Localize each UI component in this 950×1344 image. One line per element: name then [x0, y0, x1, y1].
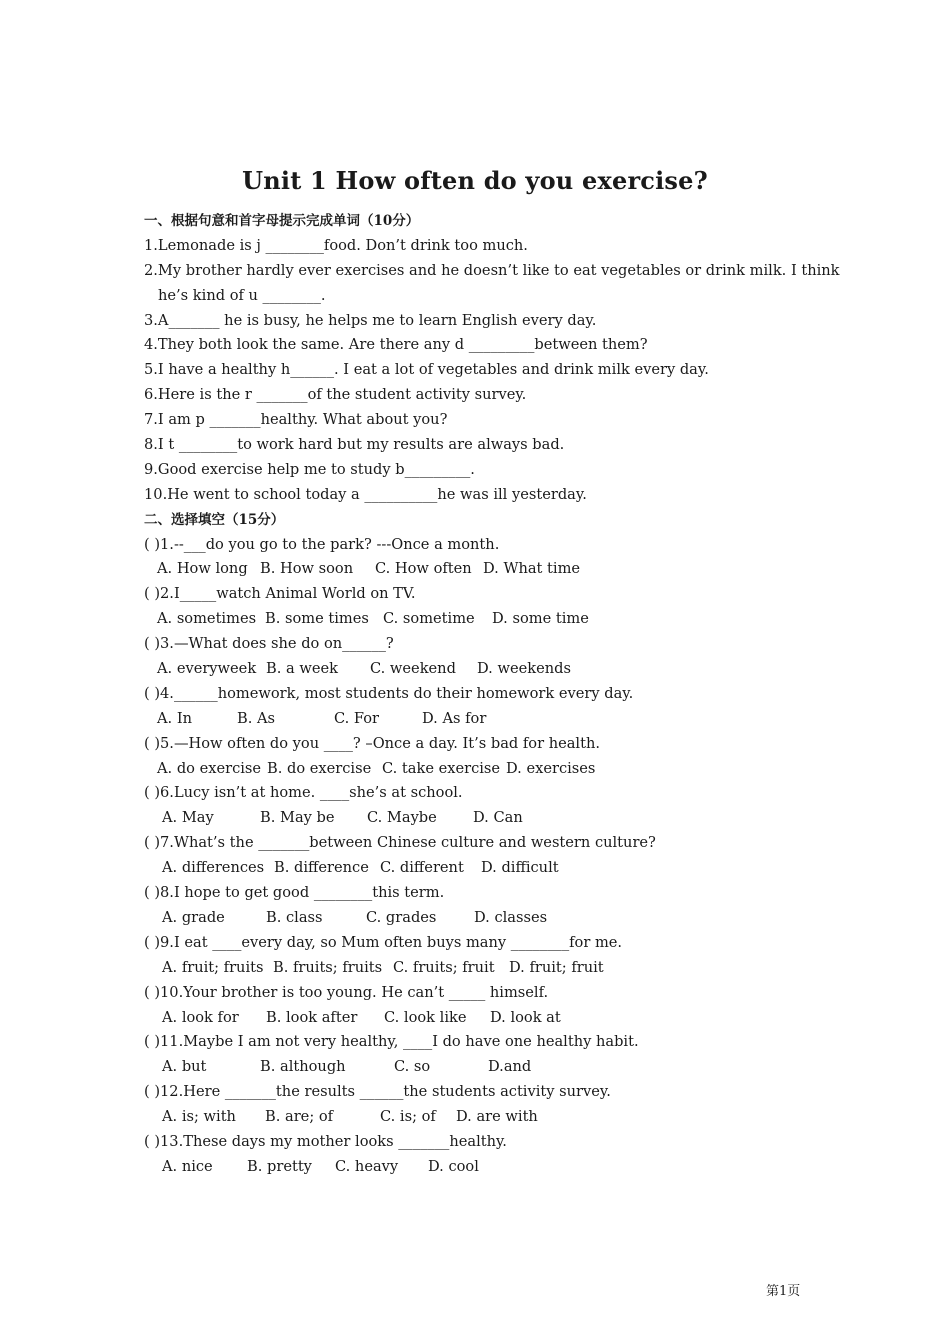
answer-option: A. but [162, 1058, 207, 1076]
answer-option: C. weekend [370, 660, 456, 678]
answer-option: C. fruits; fruit [393, 958, 495, 976]
section1-item: 1.Lemonade is j ________food. Don’t drink too much. [144, 236, 528, 254]
answer-option: B. some times [265, 610, 369, 628]
answer-option: D. weekends [477, 660, 571, 678]
section1-item: 2.My brother hardly ever exercises and he doesn’t like to eat vegetables or drink milk. I think [144, 261, 840, 279]
answer-option: C. look like [384, 1008, 467, 1026]
section2-heading: 二、选择填空（15分） [144, 511, 285, 528]
answer-option: D. exercises [506, 759, 596, 777]
answer-option: D. are with [456, 1108, 538, 1126]
question-options [144, 607, 814, 632]
answer-option: D. look at [490, 1008, 561, 1026]
answer-option: C. so [394, 1058, 431, 1076]
answer-option: C. heavy [335, 1157, 399, 1175]
answer-option: C. For [334, 709, 380, 727]
section1-item: 8.I t ________to work hard but my results are always bad. [144, 436, 565, 454]
answer-option: B. although [260, 1058, 346, 1076]
answer-option: A. grade [162, 908, 225, 926]
question-options [144, 806, 814, 831]
answer-option: A. How long [157, 560, 248, 578]
question-text: ( )12.Here _______the results ______the students activity survey. [144, 1083, 611, 1101]
section1-item: 10.He went to school today a __________he was ill yesterday. [144, 485, 587, 503]
answer-option: D. Can [473, 809, 523, 827]
question-options [144, 1006, 814, 1031]
question-text: ( )8.I hope to get good ________this term. [144, 884, 445, 902]
answer-option: D. difficult [481, 859, 559, 877]
answer-option: B. are; of [265, 1108, 334, 1126]
answer-option: D.and [488, 1058, 532, 1076]
answer-option: C. How often [375, 560, 472, 578]
page-title: Unit 1 How often do you exercise? [242, 166, 708, 195]
answer-option: A. do exercise [157, 759, 262, 777]
question-options [144, 557, 814, 582]
answer-option: B. do exercise [267, 759, 372, 777]
question-options [144, 906, 814, 931]
question-text: ( )4.______homework, most students do their homework every day. [144, 684, 634, 702]
section1-item: 9.Good exercise help me to study b_________. [144, 460, 475, 478]
answer-option: B. difference [274, 859, 369, 877]
answer-option: D. classes [474, 908, 548, 926]
question-options [144, 707, 814, 732]
question-text: ( )2.I_____watch Animal World on TV. [144, 585, 416, 603]
answer-option: A. nice [162, 1157, 213, 1175]
question-options [144, 757, 814, 782]
answer-option: B. class [266, 908, 323, 926]
answer-option: D. cool [428, 1157, 479, 1175]
question-text: ( )9.I eat ____every day, so Mum often buys many ________for me. [144, 933, 623, 951]
question-options [144, 956, 814, 981]
section1-item: 3.A_______ he is busy, he helps me to learn English every day. [144, 311, 597, 329]
answer-option: C. is; of [380, 1108, 436, 1126]
question-text: ( )5.—How often do you ____? –Once a day. It’s bad for health. [144, 734, 601, 752]
question-list [144, 533, 814, 1180]
page-number: 第1页 [766, 1284, 801, 1299]
answer-option: D. What time [483, 560, 581, 578]
answer-option: A. differences [162, 859, 265, 877]
answer-option: A. fruit; fruits [162, 958, 264, 976]
answer-option: A. In [157, 709, 192, 727]
answer-option: C. grades [366, 908, 437, 926]
question-text: ( )13.These days my mother looks _______healthy. [144, 1132, 507, 1150]
answer-option: B. a week [266, 660, 338, 678]
answer-option: A. everyweek [157, 660, 257, 678]
question-options [144, 1155, 814, 1180]
answer-option: D. As for [422, 709, 487, 727]
question-options [144, 1055, 814, 1080]
answer-option: C. different [380, 859, 464, 877]
question-options [144, 1105, 814, 1130]
answer-option: A. is; with [162, 1108, 236, 1126]
answer-option: C. take exercise [382, 759, 501, 777]
section1-item: 7.I am p _______healthy. What about you? [144, 411, 448, 429]
answer-option: A. sometimes [157, 610, 257, 628]
question-options [144, 856, 814, 881]
answer-option: B. May be [260, 809, 335, 827]
answer-option: B. How soon [260, 560, 354, 578]
worksheet-content [144, 209, 840, 1180]
section1-item-continuation: he’s kind of u ________. [158, 286, 326, 304]
answer-option: A. May [162, 809, 214, 827]
answer-option: B. fruits; fruits [273, 958, 383, 976]
answer-option: D. fruit; fruit [509, 958, 604, 976]
answer-option: B. pretty [247, 1157, 312, 1175]
question-text: ( )1.--___do you go to the park? ---Once a month. [144, 535, 500, 553]
answer-option: B. look after [266, 1008, 358, 1026]
question-options [144, 657, 814, 682]
question-text: ( )11.Maybe I am not very healthy, ____I do have one healthy habit. [144, 1033, 639, 1051]
answer-option: D. some time [492, 610, 589, 628]
answer-option: A. look for [162, 1008, 239, 1026]
section1-item: 4.They both look the same. Are there any d _________between them? [144, 336, 648, 354]
answer-option: C. Maybe [367, 809, 437, 827]
section1-heading: 一、根据句意和首字母提示完成单词（10分） [144, 213, 420, 229]
answer-option: B. As [237, 709, 276, 727]
question-text: ( )10.Your brother is too young. He can’t _____ himself. [144, 983, 549, 1001]
question-text: ( )6.Lucy isn’t at home. ____she’s at school. [144, 784, 463, 802]
section1-item: 6.Here is the r _______of the student activity survey. [144, 386, 527, 404]
section1-item: 5.I have a healthy h______. I eat a lot of vegetables and drink milk every day. [144, 361, 709, 379]
question-text: ( )3.—What does she do on______? [144, 635, 394, 653]
question-text: ( )7.What’s the _______between Chinese culture and western culture? [144, 834, 656, 852]
answer-option: C. sometime [383, 610, 475, 628]
